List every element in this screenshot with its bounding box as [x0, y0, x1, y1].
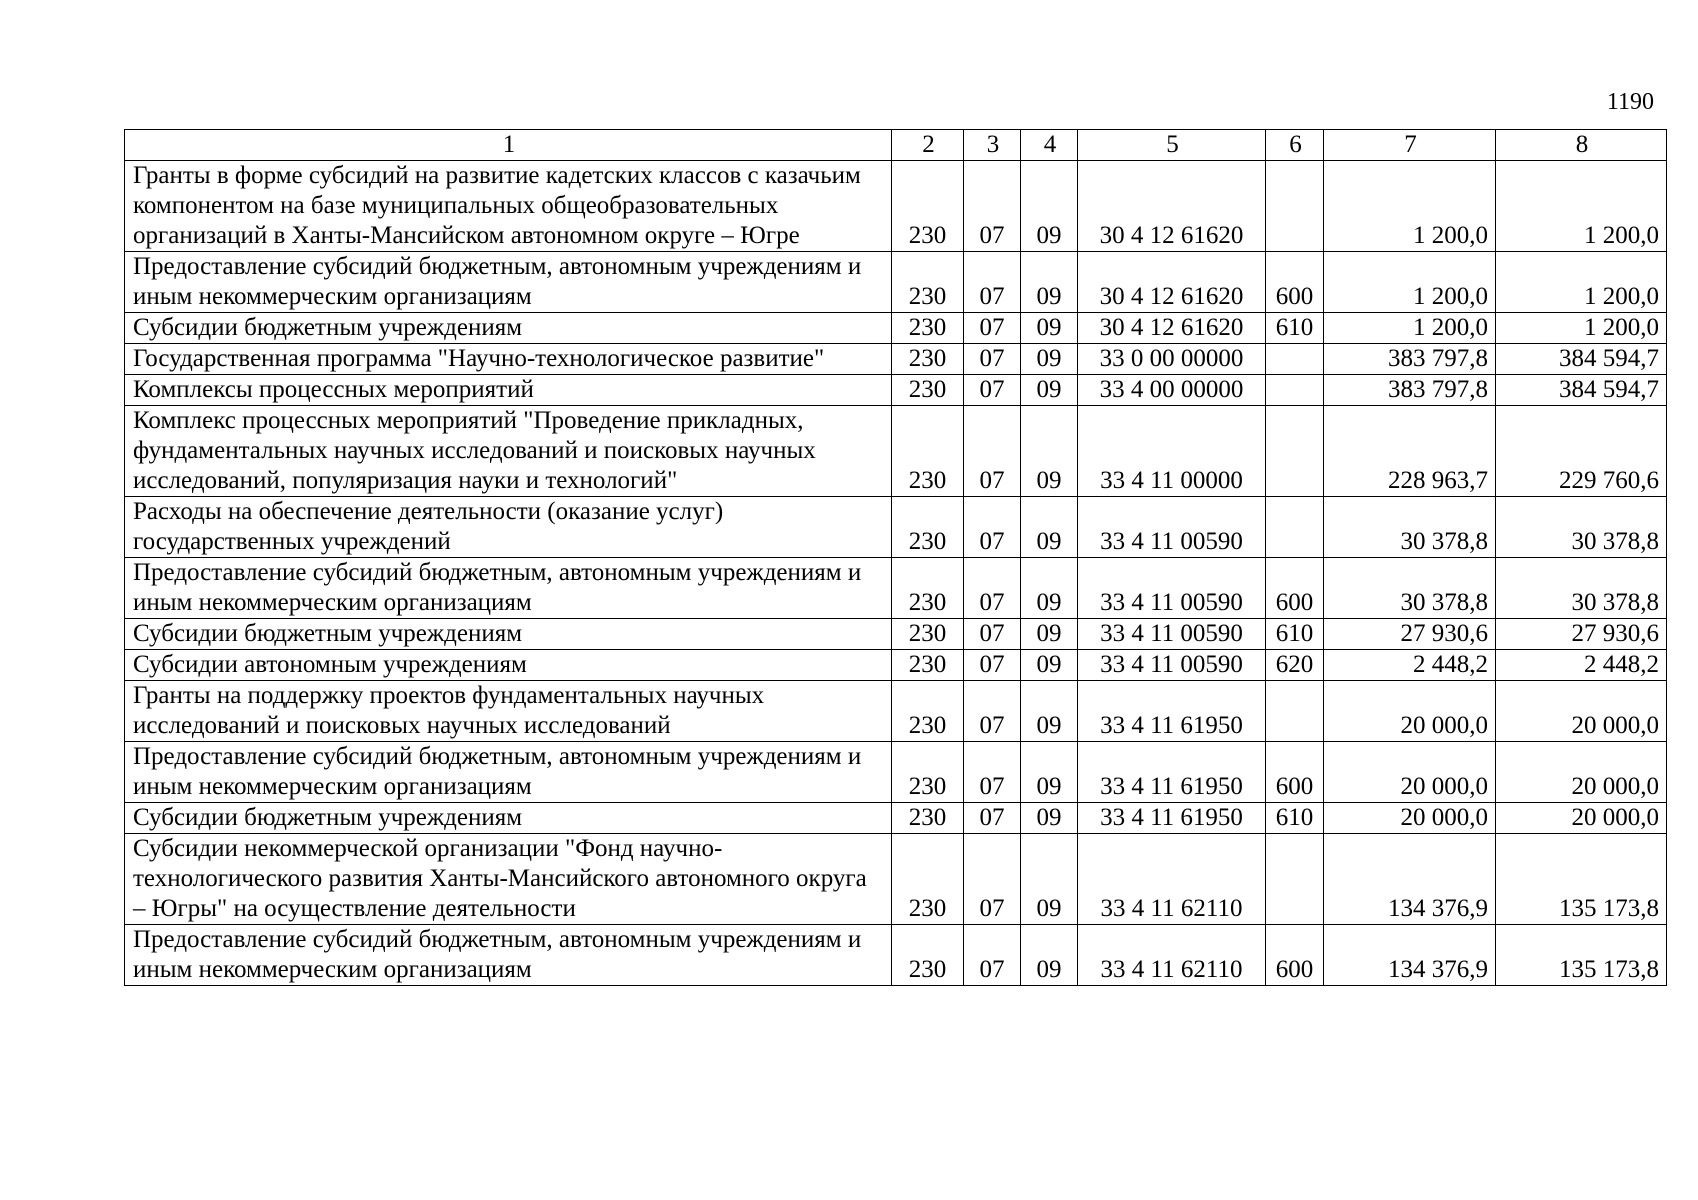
amount-col7-cell: 1 200,0 [1324, 252, 1496, 313]
row-name-cell: Субсидии бюджетным учреждениям [125, 803, 892, 834]
section-code-cell: 07 [964, 619, 1021, 650]
amount-col7-cell: 228 963,7 [1324, 406, 1496, 497]
expense-type-cell: 610 [1266, 313, 1324, 344]
expense-type-cell [1266, 161, 1324, 252]
column-number-1: 1 [125, 130, 892, 161]
amount-col7-cell: 20 000,0 [1324, 681, 1496, 742]
row-name-cell: Предоставление субсидий бюджетным, автономным учреждениям и иным некоммерческим организациям [125, 925, 892, 986]
budget-table [124, 129, 1667, 986]
section-code-cell: 07 [964, 252, 1021, 313]
section-code-cell: 07 [964, 742, 1021, 803]
section-code-cell: 07 [964, 375, 1021, 406]
amount-col7-cell: 20 000,0 [1324, 803, 1496, 834]
section-code-cell: 07 [964, 834, 1021, 925]
expense-type-cell: 620 [1266, 650, 1324, 681]
row-name-cell: Комплексы процессных мероприятий [125, 375, 892, 406]
section-code-cell: 07 [964, 406, 1021, 497]
amount-col7-cell: 1 200,0 [1324, 161, 1496, 252]
subsection-code-cell: 09 [1021, 650, 1078, 681]
amount-col7-cell: 383 797,8 [1324, 344, 1496, 375]
target-article-cell: 33 4 11 62110 [1078, 925, 1266, 986]
page-number: 1190 [1606, 89, 1654, 115]
subsection-code-cell: 09 [1021, 742, 1078, 803]
row-name-cell: Государственная программа "Научно-технологическое развитие" [125, 344, 892, 375]
table-row [125, 497, 1667, 558]
table-row [125, 834, 1667, 925]
chapter-code-cell: 230 [892, 497, 964, 558]
amount-col8-cell: 229 760,6 [1496, 406, 1667, 497]
amount-col7-cell: 20 000,0 [1324, 742, 1496, 803]
section-code-cell: 07 [964, 161, 1021, 252]
chapter-code-cell: 230 [892, 161, 964, 252]
row-name-cell: Расходы на обеспечение деятельности (оказание услуг) государственных учреждений [125, 497, 892, 558]
amount-col7-cell: 1 200,0 [1324, 313, 1496, 344]
section-code-cell: 07 [964, 313, 1021, 344]
table-row [125, 803, 1667, 834]
row-name-cell: Предоставление субсидий бюджетным, автономным учреждениям и иным некоммерческим организациям [125, 558, 892, 619]
section-code-cell: 07 [964, 650, 1021, 681]
expense-type-cell: 610 [1266, 803, 1324, 834]
chapter-code-cell: 230 [892, 650, 964, 681]
expense-type-cell [1266, 497, 1324, 558]
column-number-8: 8 [1496, 130, 1667, 161]
expense-type-cell [1266, 406, 1324, 497]
target-article-cell: 33 4 11 00590 [1078, 650, 1266, 681]
row-name-cell: Гранты в форме субсидий на развитие кадетских классов с казачьим компонентом на базе муниципальных общеобразовательных организаций в Ханты-Мансийском автономном округе – Югре [125, 161, 892, 252]
subsection-code-cell: 09 [1021, 681, 1078, 742]
table-row [125, 650, 1667, 681]
chapter-code-cell: 230 [892, 803, 964, 834]
target-article-cell: 33 4 11 62110 [1078, 834, 1266, 925]
chapter-code-cell: 230 [892, 313, 964, 344]
section-code-cell: 07 [964, 558, 1021, 619]
row-name-cell: Субсидии бюджетным учреждениям [125, 619, 892, 650]
column-number-6: 6 [1266, 130, 1324, 161]
target-article-cell: 33 4 11 00590 [1078, 619, 1266, 650]
row-name-cell: Комплекс процессных мероприятий "Проведение прикладных, фундаментальных научных исследований и поисковых научных исследований, популяризация науки и технологий" [125, 406, 892, 497]
amount-col8-cell: 20 000,0 [1496, 681, 1667, 742]
section-code-cell: 07 [964, 681, 1021, 742]
target-article-cell: 30 4 12 61620 [1078, 252, 1266, 313]
target-article-cell: 33 4 11 61950 [1078, 803, 1266, 834]
amount-col8-cell: 30 378,8 [1496, 497, 1667, 558]
subsection-code-cell: 09 [1021, 344, 1078, 375]
table-body [125, 130, 1667, 986]
subsection-code-cell: 09 [1021, 558, 1078, 619]
amount-col7-cell: 30 378,8 [1324, 497, 1496, 558]
amount-col8-cell: 2 448,2 [1496, 650, 1667, 681]
subsection-code-cell: 09 [1021, 313, 1078, 344]
amount-col8-cell: 27 930,6 [1496, 619, 1667, 650]
amount-col8-cell: 135 173,8 [1496, 834, 1667, 925]
expense-type-cell [1266, 834, 1324, 925]
table-row [125, 344, 1667, 375]
expense-type-cell: 610 [1266, 619, 1324, 650]
chapter-code-cell: 230 [892, 252, 964, 313]
table-row [125, 742, 1667, 803]
expense-type-cell [1266, 681, 1324, 742]
table-row [125, 406, 1667, 497]
table-row [125, 925, 1667, 986]
chapter-code-cell: 230 [892, 619, 964, 650]
amount-col8-cell: 1 200,0 [1496, 313, 1667, 344]
table-row [125, 375, 1667, 406]
section-code-cell: 07 [964, 497, 1021, 558]
column-number-4: 4 [1021, 130, 1078, 161]
target-article-cell: 33 4 00 00000 [1078, 375, 1266, 406]
table-row [125, 681, 1667, 742]
subsection-code-cell: 09 [1021, 161, 1078, 252]
amount-col8-cell: 20 000,0 [1496, 803, 1667, 834]
row-name-cell: Субсидии бюджетным учреждениям [125, 313, 892, 344]
amount-col7-cell: 134 376,9 [1324, 925, 1496, 986]
target-article-cell: 33 4 11 61950 [1078, 742, 1266, 803]
subsection-code-cell: 09 [1021, 406, 1078, 497]
chapter-code-cell: 230 [892, 742, 964, 803]
amount-col8-cell: 1 200,0 [1496, 161, 1667, 252]
target-article-cell: 33 0 00 00000 [1078, 344, 1266, 375]
row-name-cell: Предоставление субсидий бюджетным, автономным учреждениям и иным некоммерческим организациям [125, 252, 892, 313]
target-article-cell: 33 4 11 00590 [1078, 558, 1266, 619]
section-code-cell: 07 [964, 803, 1021, 834]
column-number-header-row [125, 130, 1667, 161]
column-number-3: 3 [964, 130, 1021, 161]
subsection-code-cell: 09 [1021, 925, 1078, 986]
expense-type-cell: 600 [1266, 925, 1324, 986]
expense-type-cell [1266, 344, 1324, 375]
column-number-5: 5 [1078, 130, 1266, 161]
chapter-code-cell: 230 [892, 925, 964, 986]
target-article-cell: 33 4 11 00000 [1078, 406, 1266, 497]
expense-type-cell [1266, 375, 1324, 406]
subsection-code-cell: 09 [1021, 619, 1078, 650]
table-row [125, 558, 1667, 619]
row-name-cell: Субсидии автономным учреждениям [125, 650, 892, 681]
amount-col8-cell: 30 378,8 [1496, 558, 1667, 619]
table-row [125, 619, 1667, 650]
section-code-cell: 07 [964, 344, 1021, 375]
chapter-code-cell: 230 [892, 834, 964, 925]
target-article-cell: 30 4 12 61620 [1078, 161, 1266, 252]
table-row [125, 313, 1667, 344]
chapter-code-cell: 230 [892, 558, 964, 619]
expense-type-cell: 600 [1266, 742, 1324, 803]
amount-col8-cell: 384 594,7 [1496, 344, 1667, 375]
chapter-code-cell: 230 [892, 681, 964, 742]
row-name-cell: Субсидии некоммерческой организации "Фонд научно-технологического развития Ханты-Мансийского автономного округа – Югры" на осуществление деятельности [125, 834, 892, 925]
target-article-cell: 30 4 12 61620 [1078, 313, 1266, 344]
amount-col7-cell: 134 376,9 [1324, 834, 1496, 925]
table-row [125, 161, 1667, 252]
column-number-7: 7 [1324, 130, 1496, 161]
column-number-2: 2 [892, 130, 964, 161]
chapter-code-cell: 230 [892, 406, 964, 497]
subsection-code-cell: 09 [1021, 803, 1078, 834]
table-row [125, 252, 1667, 313]
subsection-code-cell: 09 [1021, 375, 1078, 406]
amount-col8-cell: 135 173,8 [1496, 925, 1667, 986]
subsection-code-cell: 09 [1021, 497, 1078, 558]
amount-col7-cell: 30 378,8 [1324, 558, 1496, 619]
row-name-cell: Предоставление субсидий бюджетным, автономным учреждениям и иным некоммерческим организациям [125, 742, 892, 803]
amount-col7-cell: 2 448,2 [1324, 650, 1496, 681]
expense-type-cell: 600 [1266, 252, 1324, 313]
amount-col7-cell: 27 930,6 [1324, 619, 1496, 650]
chapter-code-cell: 230 [892, 344, 964, 375]
target-article-cell: 33 4 11 61950 [1078, 681, 1266, 742]
amount-col7-cell: 383 797,8 [1324, 375, 1496, 406]
row-name-cell: Гранты на поддержку проектов фундаментальных научных исследований и поисковых научных исследований [125, 681, 892, 742]
expense-type-cell: 600 [1266, 558, 1324, 619]
subsection-code-cell: 09 [1021, 834, 1078, 925]
chapter-code-cell: 230 [892, 375, 964, 406]
amount-col8-cell: 20 000,0 [1496, 742, 1667, 803]
amount-col8-cell: 384 594,7 [1496, 375, 1667, 406]
target-article-cell: 33 4 11 00590 [1078, 497, 1266, 558]
subsection-code-cell: 09 [1021, 252, 1078, 313]
amount-col8-cell: 1 200,0 [1496, 252, 1667, 313]
section-code-cell: 07 [964, 925, 1021, 986]
